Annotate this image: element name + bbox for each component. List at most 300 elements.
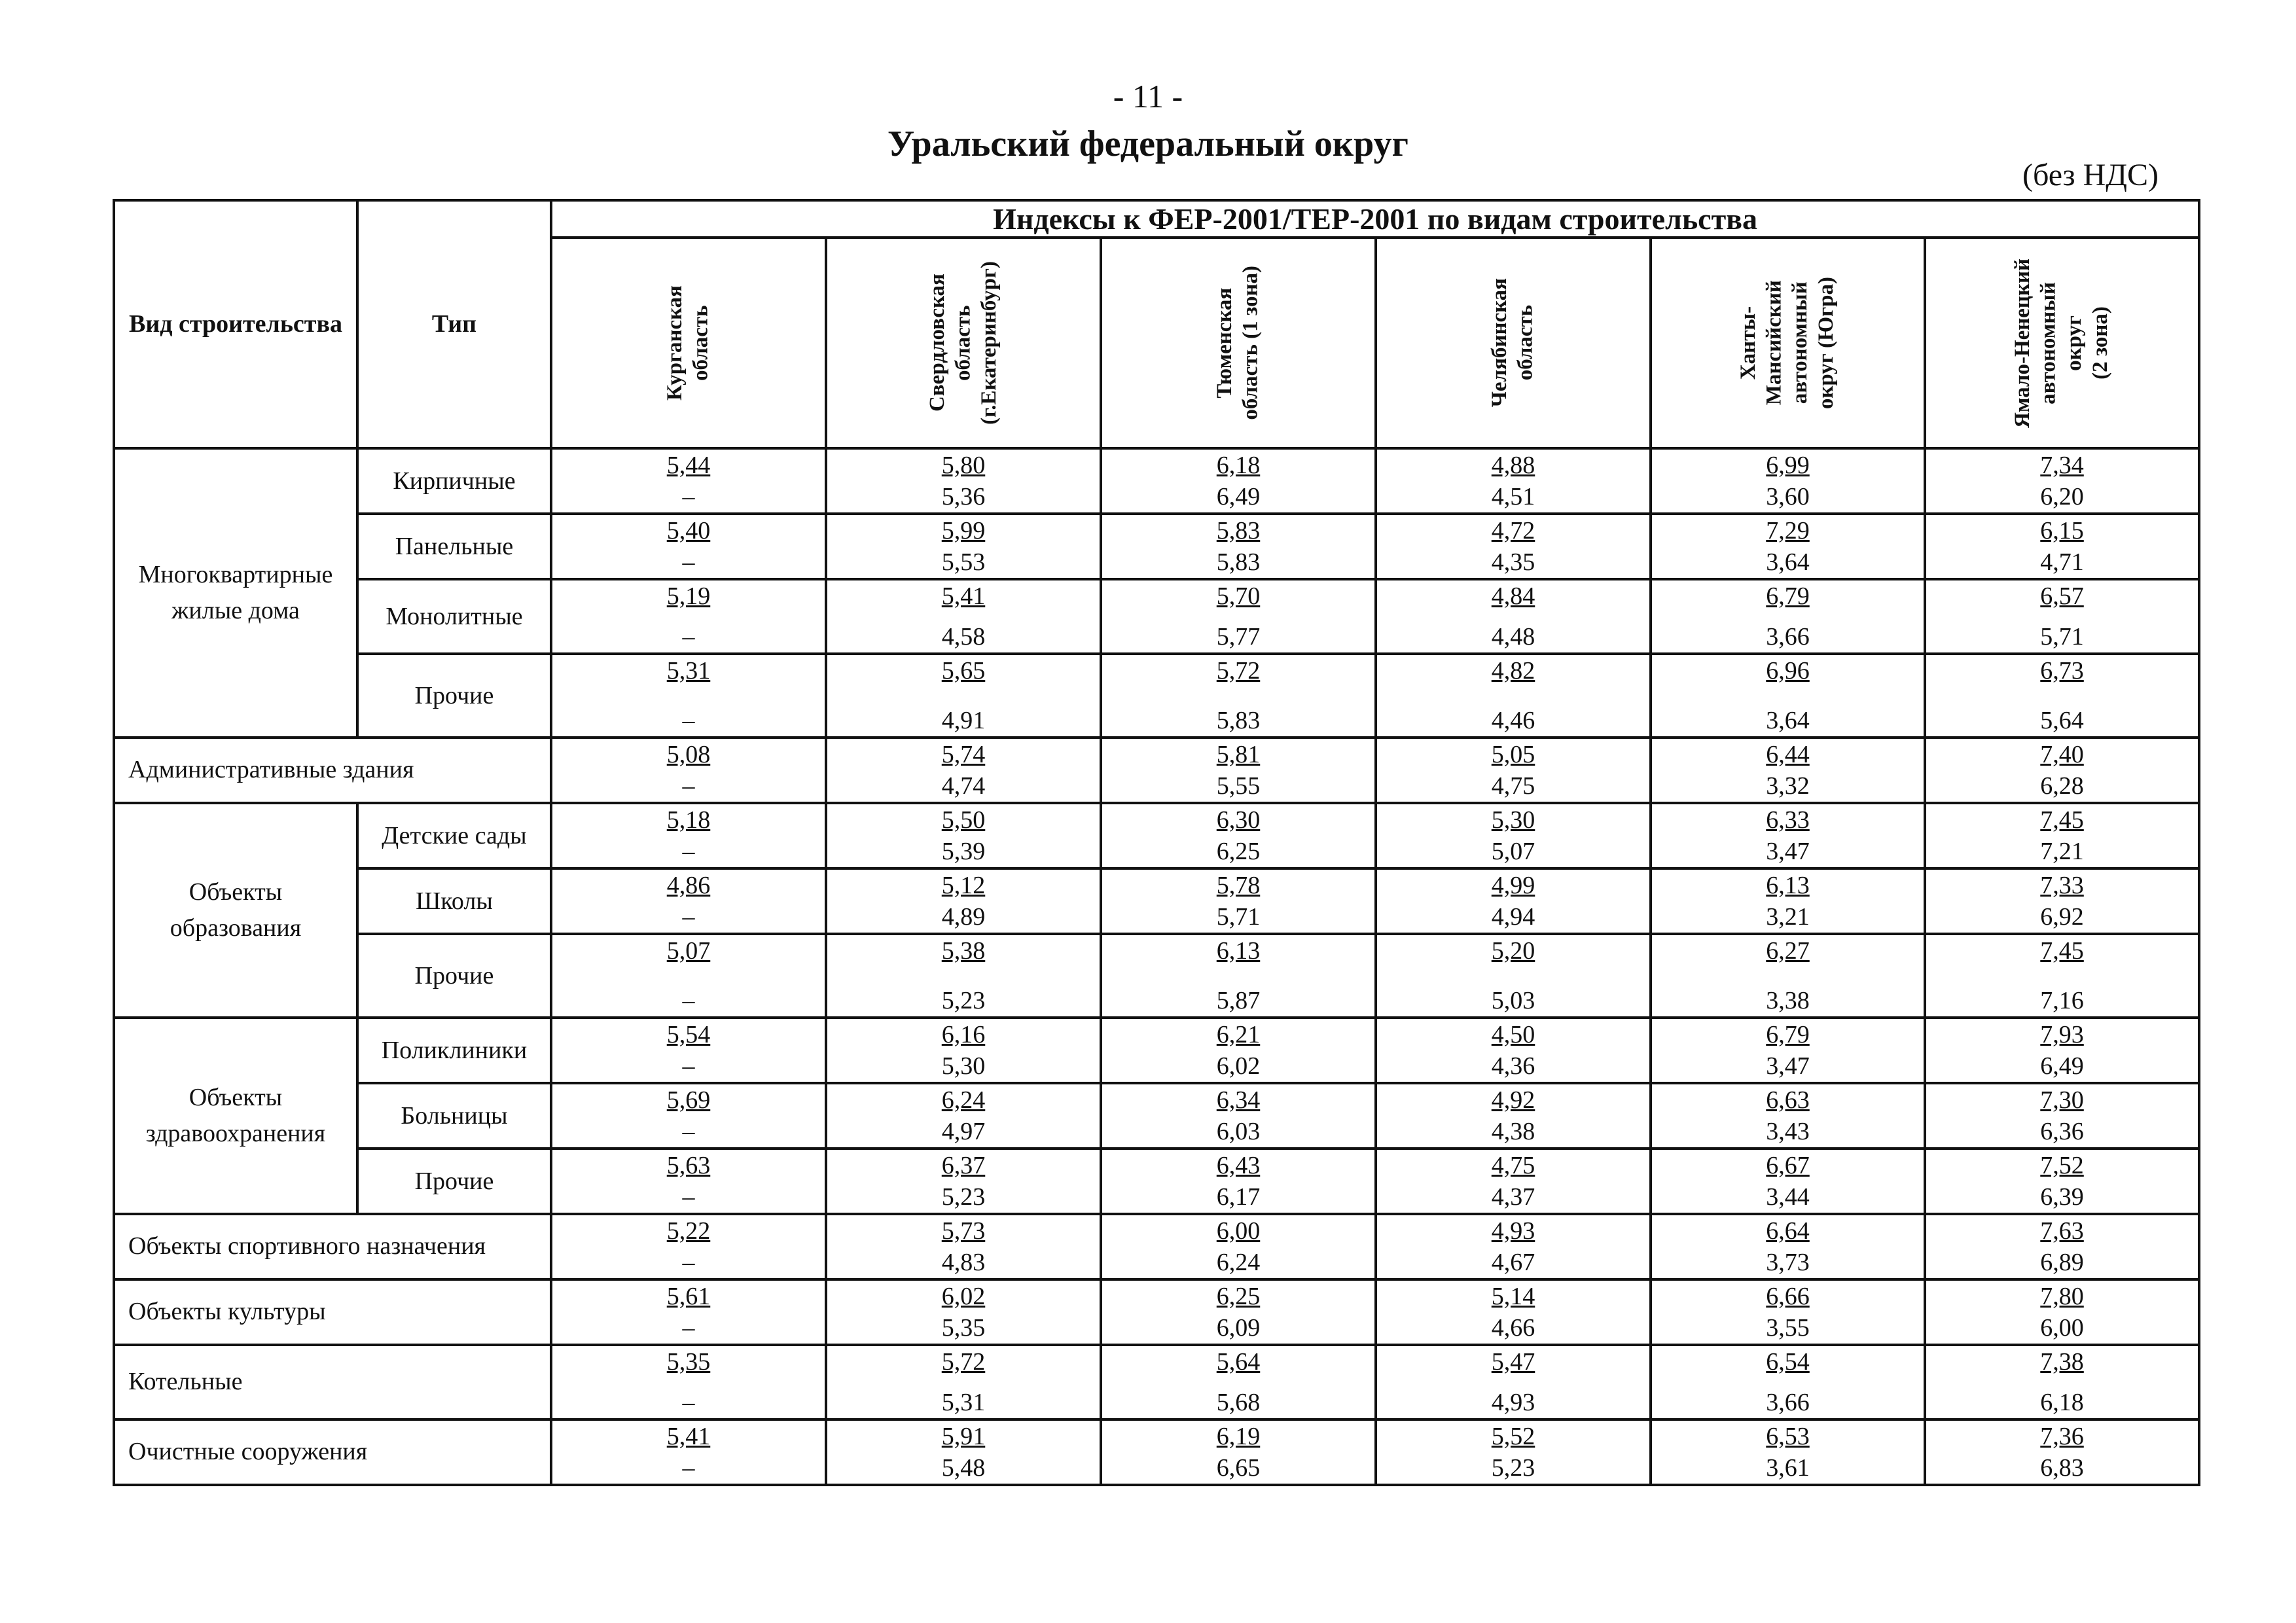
index-value-cell <box>1101 1214 1376 1279</box>
index-value-cell <box>1101 738 1376 803</box>
index-value-cell <box>826 1214 1101 1279</box>
index-value-bottom: 6,92 <box>2040 903 2084 931</box>
header-type: Тип <box>357 200 551 448</box>
header-region-line: (г.Екатеринбург) <box>977 261 1001 425</box>
index-value-top: 5,20 <box>1491 937 1535 965</box>
index-value-bottom: – <box>682 1314 695 1342</box>
index-value-top: 5,74 <box>941 741 986 768</box>
index-value-top: 6,79 <box>1766 582 1810 610</box>
index-value-top: 5,08 <box>666 741 711 768</box>
index-value-bottom: – <box>682 623 695 651</box>
index-value-top: 7,36 <box>2040 1423 2084 1450</box>
index-value-bottom: 5,71 <box>1216 903 1261 931</box>
index-value-cell <box>1376 1149 1651 1214</box>
index-value-top: 6,34 <box>1216 1086 1261 1114</box>
header-region-line: область <box>689 305 713 381</box>
index-value-top: 6,54 <box>1766 1348 1810 1376</box>
table-row <box>114 1214 2199 1279</box>
index-value-bottom: 4,48 <box>1491 623 1535 651</box>
index-value-cell <box>1925 803 2199 868</box>
header-region-line: область <box>951 305 975 381</box>
table-row <box>114 868 2199 934</box>
index-value-top: 6,13 <box>1216 937 1261 965</box>
index-value-cell <box>1101 1149 1376 1214</box>
index-value-top: 5,78 <box>1216 872 1261 899</box>
index-value-bottom: 4,58 <box>941 623 986 651</box>
index-value-cell <box>551 803 826 868</box>
index-value-bottom: 6,49 <box>2040 1052 2084 1080</box>
index-value-cell <box>1651 934 1925 1018</box>
index-value-cell <box>1651 738 1925 803</box>
index-value-cell <box>826 803 1101 868</box>
index-value-top: 4,82 <box>1491 657 1535 685</box>
index-value-top: 7,29 <box>1766 517 1810 544</box>
index-value-cell <box>1101 448 1376 514</box>
index-value-top: 6,99 <box>1766 452 1810 479</box>
index-value-bottom: – <box>682 1118 695 1145</box>
index-value-bottom: 5,30 <box>941 1052 986 1080</box>
index-value-bottom: 5,31 <box>941 1389 986 1416</box>
index-value-cell <box>551 868 826 934</box>
index-value-top: 5,83 <box>1216 517 1261 544</box>
index-value-cell <box>1651 803 1925 868</box>
index-value-top: 7,80 <box>2040 1283 2084 1310</box>
index-value-bottom: 3,66 <box>1766 1389 1810 1416</box>
vat-note: (без НДС) <box>2022 158 2159 192</box>
index-value-top: 6,53 <box>1766 1423 1810 1450</box>
construction-kind-cell: Котельные <box>114 1345 551 1419</box>
index-value-bottom: 5,83 <box>1216 548 1261 576</box>
index-value-bottom: 6,89 <box>2040 1249 2084 1276</box>
index-value-cell <box>1651 1214 1925 1279</box>
index-value-top: 5,22 <box>666 1217 711 1245</box>
index-value-cell <box>551 1149 826 1214</box>
index-value-bottom: 3,38 <box>1766 987 1810 1014</box>
index-table <box>113 199 2200 1486</box>
index-value-top: 5,81 <box>1216 741 1261 768</box>
index-value-bottom: – <box>682 903 695 931</box>
index-value-bottom: 4,94 <box>1491 903 1535 931</box>
index-value-cell <box>826 514 1101 579</box>
index-value-bottom: – <box>682 548 695 576</box>
index-value-bottom: 3,55 <box>1766 1314 1810 1342</box>
index-value-cell <box>1925 1345 2199 1419</box>
index-value-cell <box>1651 579 1925 654</box>
index-value-bottom: 6,65 <box>1216 1454 1261 1482</box>
index-value-cell <box>551 1083 826 1149</box>
index-value-top: 5,41 <box>941 582 986 610</box>
index-value-bottom: 4,89 <box>941 903 986 931</box>
index-value-top: 6,64 <box>1766 1217 1810 1245</box>
index-value-top: 5,30 <box>1491 806 1535 834</box>
table-row <box>114 1083 2199 1149</box>
header-region <box>551 238 826 448</box>
index-value-top: 5,64 <box>1216 1348 1261 1376</box>
index-value-top: 5,54 <box>666 1021 711 1048</box>
index-value-bottom: 5,64 <box>2040 707 2084 734</box>
index-value-top: 6,21 <box>1216 1021 1261 1048</box>
index-value-top: 4,99 <box>1491 872 1535 899</box>
header-region <box>826 238 1101 448</box>
index-value-top: 5,50 <box>941 806 986 834</box>
index-value-cell <box>1101 1083 1376 1149</box>
index-value-top: 6,79 <box>1766 1021 1810 1048</box>
construction-type-cell: Школы <box>357 868 551 934</box>
index-value-cell <box>1925 1419 2199 1485</box>
index-value-top: 6,15 <box>2040 517 2084 544</box>
index-value-bottom: 4,37 <box>1491 1183 1535 1211</box>
index-value-bottom: 5,23 <box>941 1183 986 1211</box>
index-value-bottom: – <box>682 483 695 510</box>
index-value-cell <box>1376 868 1651 934</box>
header-region-line: Ханты- <box>1736 306 1761 380</box>
table-row <box>114 1018 2199 1083</box>
index-value-bottom: 5,07 <box>1491 838 1535 865</box>
index-value-bottom: – <box>682 707 695 734</box>
index-value-bottom: 4,97 <box>941 1118 986 1145</box>
index-value-cell <box>826 1419 1101 1485</box>
index-value-top: 5,72 <box>941 1348 986 1376</box>
index-value-cell <box>1101 1018 1376 1083</box>
index-value-top: 7,52 <box>2040 1152 2084 1179</box>
index-value-cell <box>1925 654 2199 738</box>
index-value-cell <box>1376 1419 1651 1485</box>
index-value-cell <box>1376 654 1651 738</box>
index-value-cell <box>1651 1149 1925 1214</box>
index-value-top: 5,69 <box>666 1086 711 1114</box>
index-value-bottom: 6,83 <box>2040 1454 2084 1482</box>
index-value-bottom: 5,68 <box>1216 1389 1261 1416</box>
index-value-bottom: 4,91 <box>941 707 986 734</box>
index-value-cell <box>1101 514 1376 579</box>
index-value-bottom: 5,71 <box>2040 623 2084 651</box>
index-value-bottom: 6,39 <box>2040 1183 2084 1211</box>
index-value-bottom: 5,87 <box>1216 987 1261 1014</box>
construction-kind-cell: Очистные сооружения <box>114 1419 551 1485</box>
index-value-top: 5,38 <box>941 937 986 965</box>
index-value-top: 6,57 <box>2040 582 2084 610</box>
index-value-cell <box>1101 868 1376 934</box>
index-value-top: 5,12 <box>941 872 986 899</box>
index-value-bottom: 4,35 <box>1491 548 1535 576</box>
index-value-cell <box>1101 654 1376 738</box>
index-value-top: 6,24 <box>941 1086 986 1114</box>
index-value-bottom: – <box>682 1052 695 1080</box>
header-region-line: автономный <box>1788 281 1812 404</box>
index-value-cell <box>1925 579 2199 654</box>
index-value-cell <box>1101 1345 1376 1419</box>
index-value-cell <box>551 514 826 579</box>
index-value-top: 4,86 <box>666 872 711 899</box>
header-region-line: округ <box>2062 315 2087 371</box>
index-value-top: 5,72 <box>1216 657 1261 685</box>
construction-kind-cell: Объекты образования <box>114 803 357 1018</box>
index-value-bottom: 6,20 <box>2040 483 2084 510</box>
index-value-cell <box>551 1018 826 1083</box>
header-region-line: область (1 зона) <box>1239 266 1263 420</box>
table-row <box>114 654 2199 738</box>
index-value-cell <box>551 579 826 654</box>
index-value-bottom: 6,36 <box>2040 1118 2084 1145</box>
index-value-cell <box>826 1345 1101 1419</box>
index-value-top: 6,63 <box>1766 1086 1810 1114</box>
index-value-cell <box>1651 1345 1925 1419</box>
index-value-bottom: 6,18 <box>2040 1389 2084 1416</box>
index-value-bottom: 5,03 <box>1491 987 1535 1014</box>
index-value-cell <box>1376 1345 1651 1419</box>
index-value-bottom: 5,83 <box>1216 707 1261 734</box>
index-value-top: 6,18 <box>1216 452 1261 479</box>
index-value-cell <box>1101 1279 1376 1345</box>
index-value-cell <box>1925 1214 2199 1279</box>
index-value-top: 5,07 <box>666 937 711 965</box>
index-value-cell <box>826 1149 1101 1214</box>
header-region-line: (2 зона) <box>2089 306 2113 380</box>
table-row <box>114 934 2199 1018</box>
index-value-top: 5,05 <box>1491 741 1535 768</box>
index-value-cell <box>826 1083 1101 1149</box>
table-row <box>114 738 2199 803</box>
index-value-cell <box>1651 448 1925 514</box>
index-value-bottom: – <box>682 1183 695 1211</box>
index-value-cell <box>1651 1279 1925 1345</box>
index-value-top: 7,45 <box>2040 806 2084 834</box>
index-value-cell <box>826 579 1101 654</box>
index-value-cell <box>1376 1279 1651 1345</box>
index-value-bottom: 6,17 <box>1216 1183 1261 1211</box>
index-value-top: 5,18 <box>666 806 711 834</box>
index-value-cell <box>826 448 1101 514</box>
index-value-bottom: 4,38 <box>1491 1118 1535 1145</box>
index-value-top: 5,40 <box>666 517 711 544</box>
index-value-cell <box>826 868 1101 934</box>
table-row <box>114 579 2199 654</box>
index-value-top: 7,93 <box>2040 1021 2084 1048</box>
index-value-cell <box>551 448 826 514</box>
index-value-bottom: 3,64 <box>1766 707 1810 734</box>
index-value-bottom: 5,23 <box>941 987 986 1014</box>
index-value-top: 7,63 <box>2040 1217 2084 1245</box>
index-value-top: 6,25 <box>1216 1283 1261 1310</box>
header-region-line: Курганская <box>663 285 687 401</box>
index-value-cell <box>551 1214 826 1279</box>
index-value-cell <box>1925 738 2199 803</box>
index-value-cell <box>1651 514 1925 579</box>
index-value-top: 6,13 <box>1766 872 1810 899</box>
index-value-cell <box>551 1279 826 1345</box>
header-region-line: область <box>1514 305 1537 381</box>
index-value-cell <box>1651 1018 1925 1083</box>
index-value-cell <box>1925 1149 2199 1214</box>
index-value-top: 7,45 <box>2040 937 2084 965</box>
index-value-bottom: 4,46 <box>1491 707 1535 734</box>
index-value-bottom: 6,24 <box>1216 1249 1261 1276</box>
table-row <box>114 448 2199 514</box>
index-value-cell <box>1376 1018 1651 1083</box>
index-value-top: 4,93 <box>1491 1217 1535 1245</box>
index-value-bottom: 3,47 <box>1766 838 1810 865</box>
header-region <box>1925 238 2199 448</box>
index-value-bottom: 5,53 <box>941 548 986 576</box>
index-value-cell <box>1101 579 1376 654</box>
index-value-bottom: 3,66 <box>1766 623 1810 651</box>
index-value-bottom: 4,83 <box>941 1249 986 1276</box>
index-value-top: 4,84 <box>1491 582 1535 610</box>
index-value-bottom: 6,49 <box>1216 483 1261 510</box>
index-value-bottom: 4,93 <box>1491 1389 1535 1416</box>
index-value-cell <box>1376 1214 1651 1279</box>
construction-type-cell: Детские сады <box>357 803 551 868</box>
index-value-bottom: 3,43 <box>1766 1118 1810 1145</box>
index-value-top: 5,61 <box>666 1283 711 1310</box>
index-value-bottom: 7,21 <box>2040 838 2084 865</box>
index-value-bottom: 6,03 <box>1216 1118 1261 1145</box>
index-value-cell <box>551 654 826 738</box>
construction-kind-cell: Объекты спортивного назначения <box>114 1214 551 1279</box>
index-value-cell <box>826 654 1101 738</box>
construction-type-cell: Монолитные <box>357 579 551 654</box>
index-value-cell <box>1376 1083 1651 1149</box>
header-region-line: Ямало-Ненецкий <box>2011 258 2035 428</box>
index-value-top: 6,44 <box>1766 741 1810 768</box>
header-region-line: Мансийский <box>1762 280 1786 406</box>
index-value-top: 4,72 <box>1491 517 1535 544</box>
index-value-cell <box>1925 1279 2199 1345</box>
index-value-cell <box>1376 448 1651 514</box>
index-value-cell <box>1376 579 1651 654</box>
index-value-top: 6,16 <box>941 1021 986 1048</box>
index-value-bottom: – <box>682 1454 695 1482</box>
index-value-top: 4,92 <box>1491 1086 1535 1114</box>
index-value-top: 5,99 <box>941 517 986 544</box>
index-value-cell <box>1925 1083 2199 1149</box>
index-value-bottom: 5,23 <box>1491 1454 1535 1482</box>
index-value-cell <box>1101 1419 1376 1485</box>
construction-kind-cell: Многоквартирные жилые дома <box>114 448 357 738</box>
index-value-top: 6,19 <box>1216 1423 1261 1450</box>
index-value-top: 6,00 <box>1216 1217 1261 1245</box>
index-value-cell <box>1101 803 1376 868</box>
index-value-cell <box>1376 514 1651 579</box>
construction-type-cell: Поликлиники <box>357 1018 551 1083</box>
index-value-top: 5,14 <box>1491 1283 1535 1310</box>
index-value-top: 5,65 <box>941 657 986 685</box>
index-value-bottom: 3,44 <box>1766 1183 1810 1211</box>
page-title: Уральский федеральный округ <box>888 124 1408 164</box>
index-value-top: 6,43 <box>1216 1152 1261 1179</box>
index-value-top: 7,34 <box>2040 452 2084 479</box>
index-value-top: 5,91 <box>941 1423 986 1450</box>
index-value-top: 6,73 <box>2040 657 2084 685</box>
index-value-bottom: 6,28 <box>2040 772 2084 800</box>
index-value-top: 6,27 <box>1766 937 1810 965</box>
index-value-bottom: 5,77 <box>1216 623 1261 651</box>
construction-type-cell: Прочие <box>357 934 551 1018</box>
header-region <box>1651 238 1925 448</box>
index-value-bottom: 3,64 <box>1766 548 1810 576</box>
index-value-bottom: 5,39 <box>941 838 986 865</box>
index-value-cell <box>826 1279 1101 1345</box>
index-value-bottom: 5,55 <box>1216 772 1261 800</box>
construction-type-cell: Панельные <box>357 514 551 579</box>
index-value-top: 7,38 <box>2040 1348 2084 1376</box>
header-group: Индексы к ФЕР-2001/ТЕР-2001 по видам строительства <box>551 200 2199 238</box>
index-value-cell <box>1651 1083 1925 1149</box>
index-value-cell <box>1925 514 2199 579</box>
index-value-top: 4,88 <box>1491 452 1535 479</box>
index-value-cell <box>1101 934 1376 1018</box>
index-value-top: 5,35 <box>666 1348 711 1376</box>
index-value-top: 6,66 <box>1766 1283 1810 1310</box>
index-value-top: 6,33 <box>1766 806 1810 834</box>
table-row <box>114 803 2199 868</box>
index-value-bottom: – <box>682 838 695 865</box>
index-value-top: 7,33 <box>2040 872 2084 899</box>
header-region-line: округ (Югра) <box>1814 276 1839 410</box>
index-value-bottom: 3,73 <box>1766 1249 1810 1276</box>
construction-type-cell: Прочие <box>357 1149 551 1214</box>
index-value-bottom: 7,16 <box>2040 987 2084 1014</box>
header-region-line: Тюменская <box>1213 287 1237 399</box>
index-value-bottom: 4,66 <box>1491 1314 1535 1342</box>
index-value-top: 5,70 <box>1216 582 1261 610</box>
index-value-bottom: 3,47 <box>1766 1052 1810 1080</box>
index-value-cell <box>551 738 826 803</box>
index-value-bottom: 4,71 <box>2040 548 2084 576</box>
page-number: - 11 - <box>1113 78 1183 115</box>
header-region <box>1376 238 1651 448</box>
index-value-bottom: 5,48 <box>941 1454 986 1482</box>
construction-kind-cell: Административные здания <box>114 738 551 803</box>
index-value-top: 5,63 <box>666 1152 711 1179</box>
table-row <box>114 1279 2199 1345</box>
index-value-bottom: 3,60 <box>1766 483 1810 510</box>
header-region-line: Челябинская <box>1488 278 1512 408</box>
index-value-top: 6,96 <box>1766 657 1810 685</box>
index-value-top: 5,41 <box>666 1423 711 1450</box>
index-value-cell <box>1376 934 1651 1018</box>
index-value-bottom: 6,09 <box>1216 1314 1261 1342</box>
index-value-top: 7,40 <box>2040 741 2084 768</box>
table-row <box>114 1345 2199 1419</box>
index-value-cell <box>826 1018 1101 1083</box>
index-value-cell <box>1376 738 1651 803</box>
index-value-bottom: 6,00 <box>2040 1314 2084 1342</box>
index-value-cell <box>551 934 826 1018</box>
index-value-top: 5,73 <box>941 1217 986 1245</box>
index-value-cell <box>826 934 1101 1018</box>
index-value-cell <box>551 1419 826 1485</box>
construction-type-cell: Прочие <box>357 654 551 738</box>
index-value-bottom: 3,32 <box>1766 772 1810 800</box>
header-region-line: Свердловская <box>925 274 949 412</box>
header-kind: Вид строительства <box>114 200 357 448</box>
index-value-top: 5,52 <box>1491 1423 1535 1450</box>
index-value-bottom: – <box>682 987 695 1014</box>
index-value-cell <box>1925 448 2199 514</box>
index-value-cell <box>1651 1419 1925 1485</box>
index-value-top: 5,44 <box>666 452 711 479</box>
index-value-bottom: 6,25 <box>1216 838 1261 865</box>
index-value-cell <box>1376 803 1651 868</box>
index-value-bottom: 5,36 <box>941 483 986 510</box>
index-value-cell <box>551 1345 826 1419</box>
index-value-bottom: 4,51 <box>1491 483 1535 510</box>
index-value-bottom: 3,61 <box>1766 1454 1810 1482</box>
index-value-bottom: 3,21 <box>1766 903 1810 931</box>
index-value-bottom: 4,36 <box>1491 1052 1535 1080</box>
construction-type-cell: Кирпичные <box>357 448 551 514</box>
